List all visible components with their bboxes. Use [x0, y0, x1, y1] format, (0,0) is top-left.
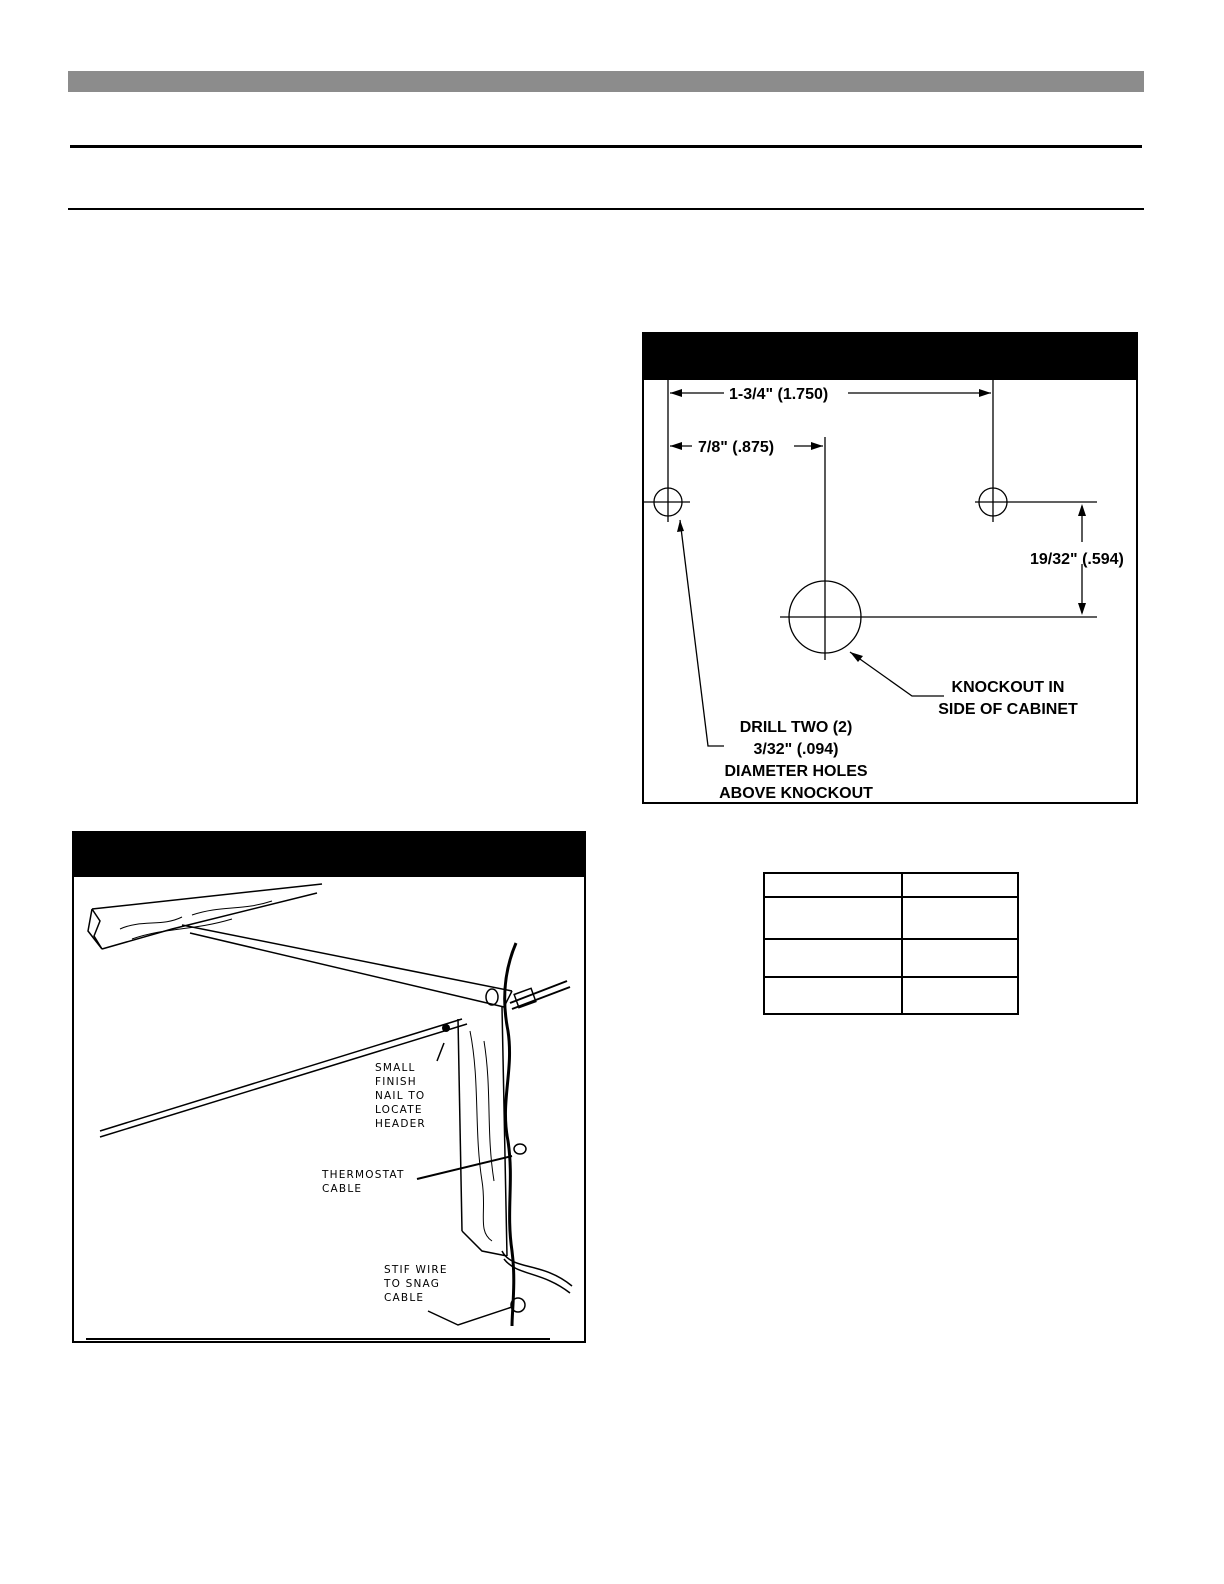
- drill-label-line1: DRILL TWO (2): [739, 719, 853, 736]
- nail-callout-line2: FINISH: [375, 1076, 417, 1088]
- table-row: [764, 977, 1018, 1014]
- header-bar: [68, 71, 1144, 92]
- table-row: [764, 873, 1018, 897]
- wire-callout-line2: TO SNAG: [384, 1278, 441, 1290]
- table-cell: [902, 897, 1018, 939]
- table-cell: [902, 873, 1018, 897]
- nail-callout-line4: LOCATE: [375, 1104, 423, 1116]
- table-cell: [764, 939, 902, 977]
- cable-callout-line1: THERMOSTAT: [322, 1169, 405, 1181]
- knockout-label-line2: SIDE OF CABINET: [938, 701, 1078, 718]
- cable-callout-line2: CABLE: [322, 1183, 363, 1195]
- dimension-label-center: 7/8" (.875): [698, 439, 775, 456]
- nail-callout-line5: HEADER: [375, 1118, 426, 1130]
- wire-callout-line3: CABLE: [384, 1292, 425, 1304]
- specification-table: [763, 872, 1019, 1015]
- table-row: [764, 897, 1018, 939]
- thermostat-cable-figure: [72, 831, 586, 1343]
- drill-label-line4: ABOVE KNOCKOUT: [719, 785, 873, 802]
- header-rule-top: [70, 145, 1142, 148]
- dimension-label-vertical: 19/32" (.594): [1030, 551, 1124, 568]
- table-cell: [902, 939, 1018, 977]
- dimension-label-overall: 1-3/4" (1.750): [729, 386, 829, 403]
- wire-callout-line1: STIF WIRE: [384, 1264, 448, 1276]
- header-rule-bottom: [68, 208, 1144, 210]
- cable-routing-illustration: [72, 831, 586, 1343]
- table-cell: [764, 873, 902, 897]
- table-cell: [764, 977, 902, 1014]
- knockout-diagram: [642, 332, 1138, 804]
- knockout-label-line1: KNOCKOUT IN: [951, 679, 1065, 696]
- drill-label-line3: DIAMETER HOLES: [724, 763, 868, 780]
- drill-label-line2: 3/32" (.094): [753, 741, 839, 758]
- table-cell: [902, 977, 1018, 1014]
- table-row: [764, 939, 1018, 977]
- knockout-dimension-figure: [642, 332, 1138, 804]
- nail-callout-line3: NAIL TO: [375, 1090, 426, 1102]
- table-cell: [764, 897, 902, 939]
- nail-callout-line1: SMALL: [375, 1062, 416, 1074]
